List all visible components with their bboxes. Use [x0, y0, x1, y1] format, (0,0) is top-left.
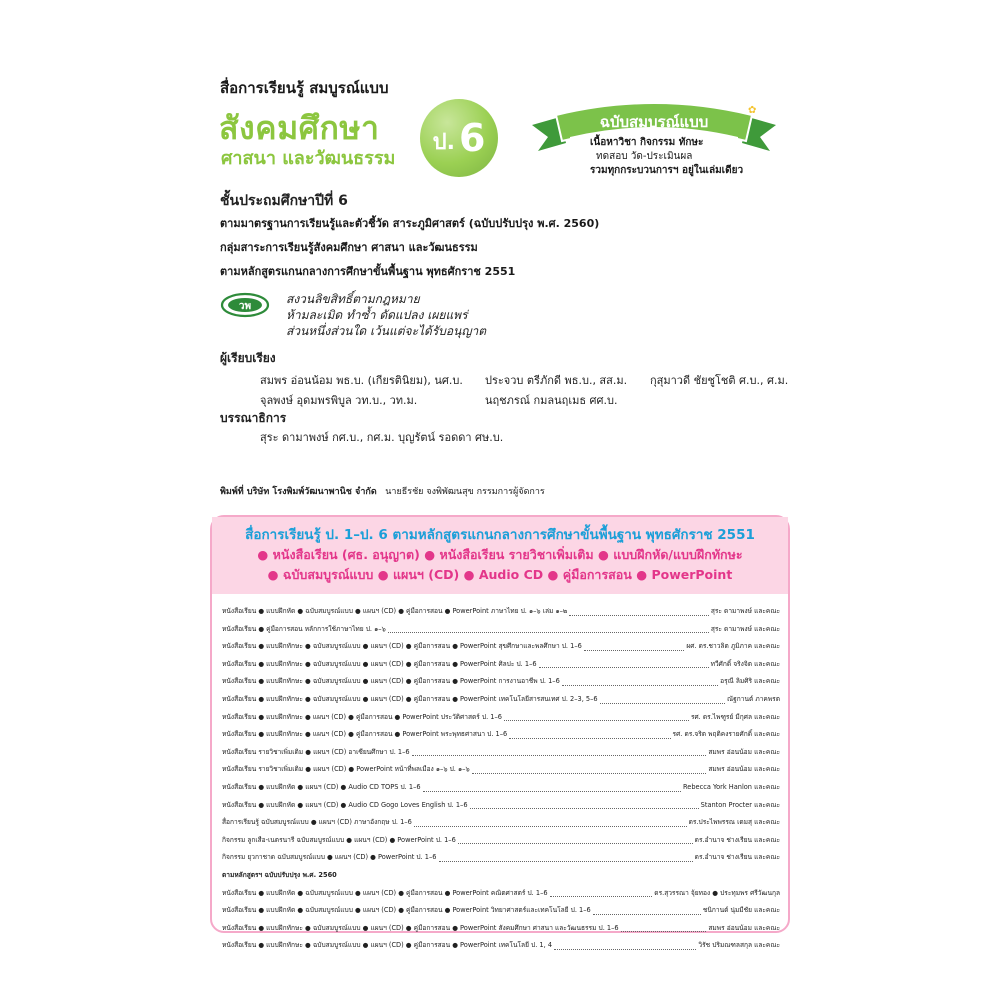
catalog-row — [222, 779, 780, 797]
catalog-item-author: ทวีศักดิ์ จริงจิต และคณะ — [710, 659, 780, 668]
catalog-row — [222, 761, 780, 779]
catalog-item-author: Rebecca York Hanlon และคณะ — [682, 782, 780, 791]
dot-leader — [458, 832, 693, 845]
catalog-row — [222, 638, 780, 656]
feature-line: ทดสอบ วัด-ประเมินผล — [596, 151, 693, 162]
catalog-item-author: ชนิกานต์ นุ่มมีชัย และคณะ — [702, 906, 780, 915]
author-name: นฤชภรณ์ กมลนฤเมธ ศศ.บ. — [485, 394, 618, 407]
author-name: สมพร อ่อนน้อม พธ.บ. (เกียรตินิยม), นศ.บ. — [260, 374, 463, 387]
catalog-row — [222, 937, 780, 955]
authors-heading: ผู้เรียบเรียง — [220, 351, 276, 365]
book-subtitle: ศาสนา และวัฒนธรรม — [221, 148, 396, 169]
catalog-item-title: หนังสือเรียน ● แบบฝึกทักษะ ● ฉบับสมบูรณ์แบบ ● แผนฯ (CD) ● คู่มือการสอน ● PowerPoint สุขศึกษาและพลศึกษา ป. 1–6 — [222, 642, 582, 651]
catalog-item-title: หนังสือเรียน ● แบบฝึกหัด ● ฉบับสมบูรณ์แบบ ● แผนฯ (CD) ● คู่มือการสอน ● PowerPoint ภาษาไทย ป. ๑–๖ เล่ม ๑–๒ — [222, 607, 568, 615]
grade-prefix: ป. — [432, 129, 455, 155]
editors-list: สุระ ดามาพงษ์ กศ.บ., กศ.ม. บุญรัตน์ รอดดา ศษ.บ. — [260, 431, 504, 444]
catalog-row — [222, 902, 780, 920]
publisher-logo-icon — [220, 292, 270, 318]
curriculum-standards — [220, 212, 599, 284]
dot-leader — [584, 638, 685, 651]
authors-row — [260, 371, 820, 391]
authors-row — [260, 391, 820, 411]
svg-text:วพ: วพ — [238, 301, 252, 312]
printer-label: พิมพ์ที่ บริษัท โรงพิมพ์วัฒนาพานิช จำกัด — [220, 487, 377, 497]
catalog-item-author: สุระ ดามาพงษ์ และคณะ — [710, 607, 780, 615]
catalog-item-title: หนังสือเรียน ● แบบฝึกหัด ● ฉบับสมบูรณ์แบบ ● แผนฯ (CD) ● คู่มือการสอน ● PowerPoint วิทยาศาสตร์และเทคโนโลยี ป. 1–6 — [222, 906, 591, 915]
dot-leader — [593, 902, 701, 915]
dot-leader — [470, 797, 699, 810]
book-title: สังคมศึกษา — [219, 109, 380, 147]
catalog-item-title: หนังสือเรียน รายวิชาเพิ่มเติม ● แผนฯ (CD) อาเซียนศึกษา ป. 1–6 — [222, 747, 410, 756]
catalog-item-title: หนังสือเรียน ● แบบฝึกทักษะ ● แผนฯ (CD) ● คู่มือการสอน ● PowerPoint ประวัติศาสตร์ ป. 1–6 — [222, 712, 502, 721]
authors-list — [260, 371, 820, 411]
catalog-item-title: หนังสือเรียน รายวิชาเพิ่มเติม ● แผนฯ (CD) ● PowerPoint หน้าที่พลเมือง ๑–๖ ป. ๑–๖ — [222, 765, 470, 774]
catalog-item-author: วิรัช ปริมณฑลสกุล และคณะ — [698, 941, 780, 950]
copyright-line: ห้ามละเมิด ทำซ้ำ ดัดแปลง เผยแพร่ — [286, 308, 468, 322]
catalog-item-title: หนังสือเรียน ● แบบฝึกทักษะ ● ฉบับสมบูรณ์แบบ ● แผนฯ (CD) ● คู่มือการสอน ● PowerPoint ศิลปะ ป. 1–6 — [222, 659, 537, 668]
catalog-row — [222, 656, 780, 674]
catalog-row — [222, 691, 780, 709]
copyright-line: ส่วนหนึ่งส่วนใด เว้นแต่จะได้รับอนุญาต — [286, 324, 487, 338]
catalog-item-author: อรุณี ลิมศิริ และคณะ — [720, 677, 780, 686]
catalog-item-title: หนังสือเรียน ● แบบฝึกหัด ● ฉบับสมบูรณ์แบบ ● แผนฯ (CD) ● คู่มือการสอน ● PowerPoint คณิตศาสตร์ ป. 1–6 — [222, 888, 548, 897]
ribbon-label: ฉบับสมบูรณ์แบบ — [599, 113, 709, 131]
dot-leader — [509, 726, 670, 739]
catalog-item-title: สื่อการเรียนรู้ ฉบับสมบูรณ์แบบ ● แผนฯ (CD) ภาษาอังกฤษ ป. 1–6 — [222, 818, 412, 827]
catalog-item-title: หนังสือเรียน ● คู่มือการสอน หลักการใช้ภาษาไทย ป. ๑–๖ — [222, 624, 386, 633]
dot-leader — [504, 709, 689, 722]
catalog-item-title: หนังสือเรียน ● แบบฝึกทักษะ ● ฉบับสมบูรณ์แบบ ● แผนฯ (CD) ● คู่มือการสอน ● PowerPoint การงานอาชีพ ป. 1–6 — [222, 677, 560, 686]
catalog-types: ● หนังสือเรียน (ศธ. อนุญาต) ● หนังสือเรียน รายวิชาเพิ่มเติม ● แบบฝึกหัด/แบบฝึกทักษะ — [257, 547, 743, 562]
catalog-row — [222, 621, 780, 639]
catalog-item-title: กิจกรรม ยุวกาชาด ฉบับสมบูรณ์แบบ ● แผนฯ (CD) ● PowerPoint ป. 1–6 — [222, 853, 437, 862]
grade-level: ชั้นประถมศึกษาปีที่ 6 — [220, 193, 348, 209]
catalog-item-author: สมพร อ่อนน้อม และคณะ — [708, 923, 780, 932]
catalog-item-author: ผศ. ดร.ชาวลิต ภูมิภาค และคณะ — [686, 642, 780, 651]
catalog-item-title: หนังสือเรียน ● แบบฝึกทักษะ ● ฉบับสมบูรณ์แบบ ● แผนฯ (CD) ● คู่มือการสอน ● PowerPoint เทคโนโลยี ป. 1, 4 — [222, 941, 553, 950]
dot-leader — [472, 761, 707, 774]
standard-line: ตามมาตรฐานการเรียนรู้และตัวชี้วัด สาระภูมิศาสตร์ (ฉบับปรับปรุง พ.ศ. 2560) — [220, 217, 600, 230]
printer-info — [220, 484, 545, 498]
catalog-item-author: ดร.ประไพพรรณ เดมสุ และคณะ — [688, 818, 780, 827]
catalog-item-title: หนังสือเรียน ● แบบฝึกหัด ● แผนฯ (CD) ● Audio CD TOPS ป. 1–6 — [222, 782, 421, 791]
catalog-item-title: หนังสือเรียน ● แบบฝึกทักษะ ● ฉบับสมบูรณ์แบบ ● แผนฯ (CD) ● คู่มือการสอน ● PowerPoint สังคมศึกษา ศาสนา และวัฒนธรรม ป. 1–6 — [222, 923, 619, 932]
catalog-item-title: กิจกรรม ลูกเสือ-เนตรนารี ฉบับสมบูรณ์แบบ ● แผนฯ (CD) ● PowerPoint ป. 1–6 — [222, 835, 456, 844]
catalog-types: ● ฉบับสมบูรณ์แบบ ● แผนฯ (CD) ● Audio CD ● คู่มือการสอน ● PowerPoint — [267, 567, 733, 582]
dot-leader — [388, 621, 709, 634]
catalog-row — [222, 673, 780, 691]
catalog-row — [222, 726, 780, 744]
dot-leader — [539, 656, 709, 669]
catalog-item-author: Stanton Procter และคณะ — [700, 800, 780, 809]
author-name: ประจวบ ตรีภักดี พธ.บ., สส.ม. — [485, 374, 628, 387]
catalog-row — [222, 797, 780, 815]
dot-leader — [439, 849, 693, 862]
catalog-row — [222, 814, 780, 832]
catalog-item-title: ตามหลักสูตรฯ ฉบับปรับปรุง พ.ศ. 2560 — [222, 870, 337, 879]
catalog-item-author: สมพร อ่อนน้อม และคณะ — [708, 765, 780, 774]
dot-leader — [414, 814, 687, 827]
author-name: จุลพงษ์ อุดมพรพิบูล วท.บ., วท.ม. — [260, 394, 418, 407]
catalog-panel — [210, 515, 790, 950]
catalog-row — [222, 709, 780, 727]
catalog-item-author: ดร.อำนาจ ช่างเรียน และคณะ — [694, 835, 780, 844]
copyright-notice — [286, 291, 486, 339]
editors-heading: บรรณาธิการ — [220, 411, 287, 425]
catalog-row — [222, 744, 780, 762]
dot-leader — [569, 603, 709, 616]
standard-line: กลุ่มสาระการเรียนรู้สังคมศึกษา ศาสนา และวัฒนธรรม — [220, 241, 478, 254]
dot-leader — [554, 937, 696, 950]
catalog-item-author: สุระ ดามาพงษ์ และคณะ — [710, 624, 780, 633]
dot-leader — [550, 885, 653, 898]
grade-badge — [420, 99, 498, 177]
catalog-title: สื่อการเรียนรู้ ป. 1–ป. 6 ตามหลักสูตรแกนกลางการศึกษาขั้นพื้นฐาน พุทธศักราช 2551 — [245, 527, 755, 543]
catalog-list — [212, 594, 788, 955]
catalog-header — [212, 517, 788, 594]
printer-person: นายธีรชัย จงพิพัฒนสุข กรรมการผู้จัดการ — [385, 487, 545, 497]
catalog-item-author: รศ. ดร.ไพฑูรย์ มีกุศล และคณะ — [690, 712, 780, 721]
author-name: กุสุมาวดี ชัยชูโชติ ศ.บ., ศ.ม. — [650, 374, 789, 387]
catalog-row — [222, 920, 780, 938]
feature-line: เนื้อหาวิชา กิจกรรม ทักษะ — [590, 137, 704, 148]
feature-list — [590, 136, 790, 178]
catalog-item-author: สมพร อ่อนน้อม และคณะ — [708, 747, 780, 756]
catalog-row — [222, 867, 780, 885]
copyright-line: สงวนลิขสิทธิ์ตามกฎหมาย — [286, 292, 420, 306]
svg-text:✿: ✿ — [748, 105, 757, 116]
grade-number: 6 — [458, 116, 486, 160]
catalog-item-author: ณัฐกานต์ ภาคพรต — [727, 694, 780, 703]
catalog-row — [222, 849, 780, 867]
catalog-row — [222, 832, 780, 850]
dot-leader — [423, 779, 681, 792]
series-title: สื่อการเรียนรู้ สมบูรณ์แบบ — [220, 79, 389, 97]
feature-line: รวมทุกกระบวนการฯ อยู่ในเล่มเดียว — [590, 165, 744, 176]
catalog-row — [222, 885, 780, 903]
catalog-item-title: หนังสือเรียน ● แบบฝึกทักษะ ● แผนฯ (CD) ● คู่มือการสอน ● PowerPoint พระพุทธศาสนา ป. 1–6 — [222, 730, 508, 739]
dot-leader — [412, 744, 707, 757]
catalog-row — [222, 603, 780, 621]
dot-leader — [562, 673, 718, 686]
dot-leader — [621, 920, 707, 933]
dot-leader — [600, 691, 725, 704]
catalog-item-title: หนังสือเรียน ● แบบฝึกทักษะ ● ฉบับสมบูรณ์แบบ ● แผนฯ (CD) ● คู่มือการสอน ● PowerPoint เทคโนโลยีสารสนเทศ ป. 2–3, 5–6 — [222, 694, 598, 703]
catalog-item-author: ดร.อำนาจ ช่างเรียน และคณะ — [694, 853, 780, 862]
catalog-item-author: ดร.สุวรรณา จุ้ยทอง ● ประทุมพร ศรีวัฒนกุล — [654, 888, 780, 897]
catalog-item-author: รศ. ดร.จริต พฤติคงรายศักดิ์ และคณะ — [672, 730, 780, 739]
standard-line: ตามหลักสูตรแกนกลางการศึกษาขั้นพื้นฐาน พุทธศักราช 2551 — [220, 265, 516, 278]
catalog-item-title: หนังสือเรียน ● แบบฝึกหัด ● แผนฯ (CD) ● Audio CD Gogo Loves English ป. 1–6 — [222, 800, 468, 809]
